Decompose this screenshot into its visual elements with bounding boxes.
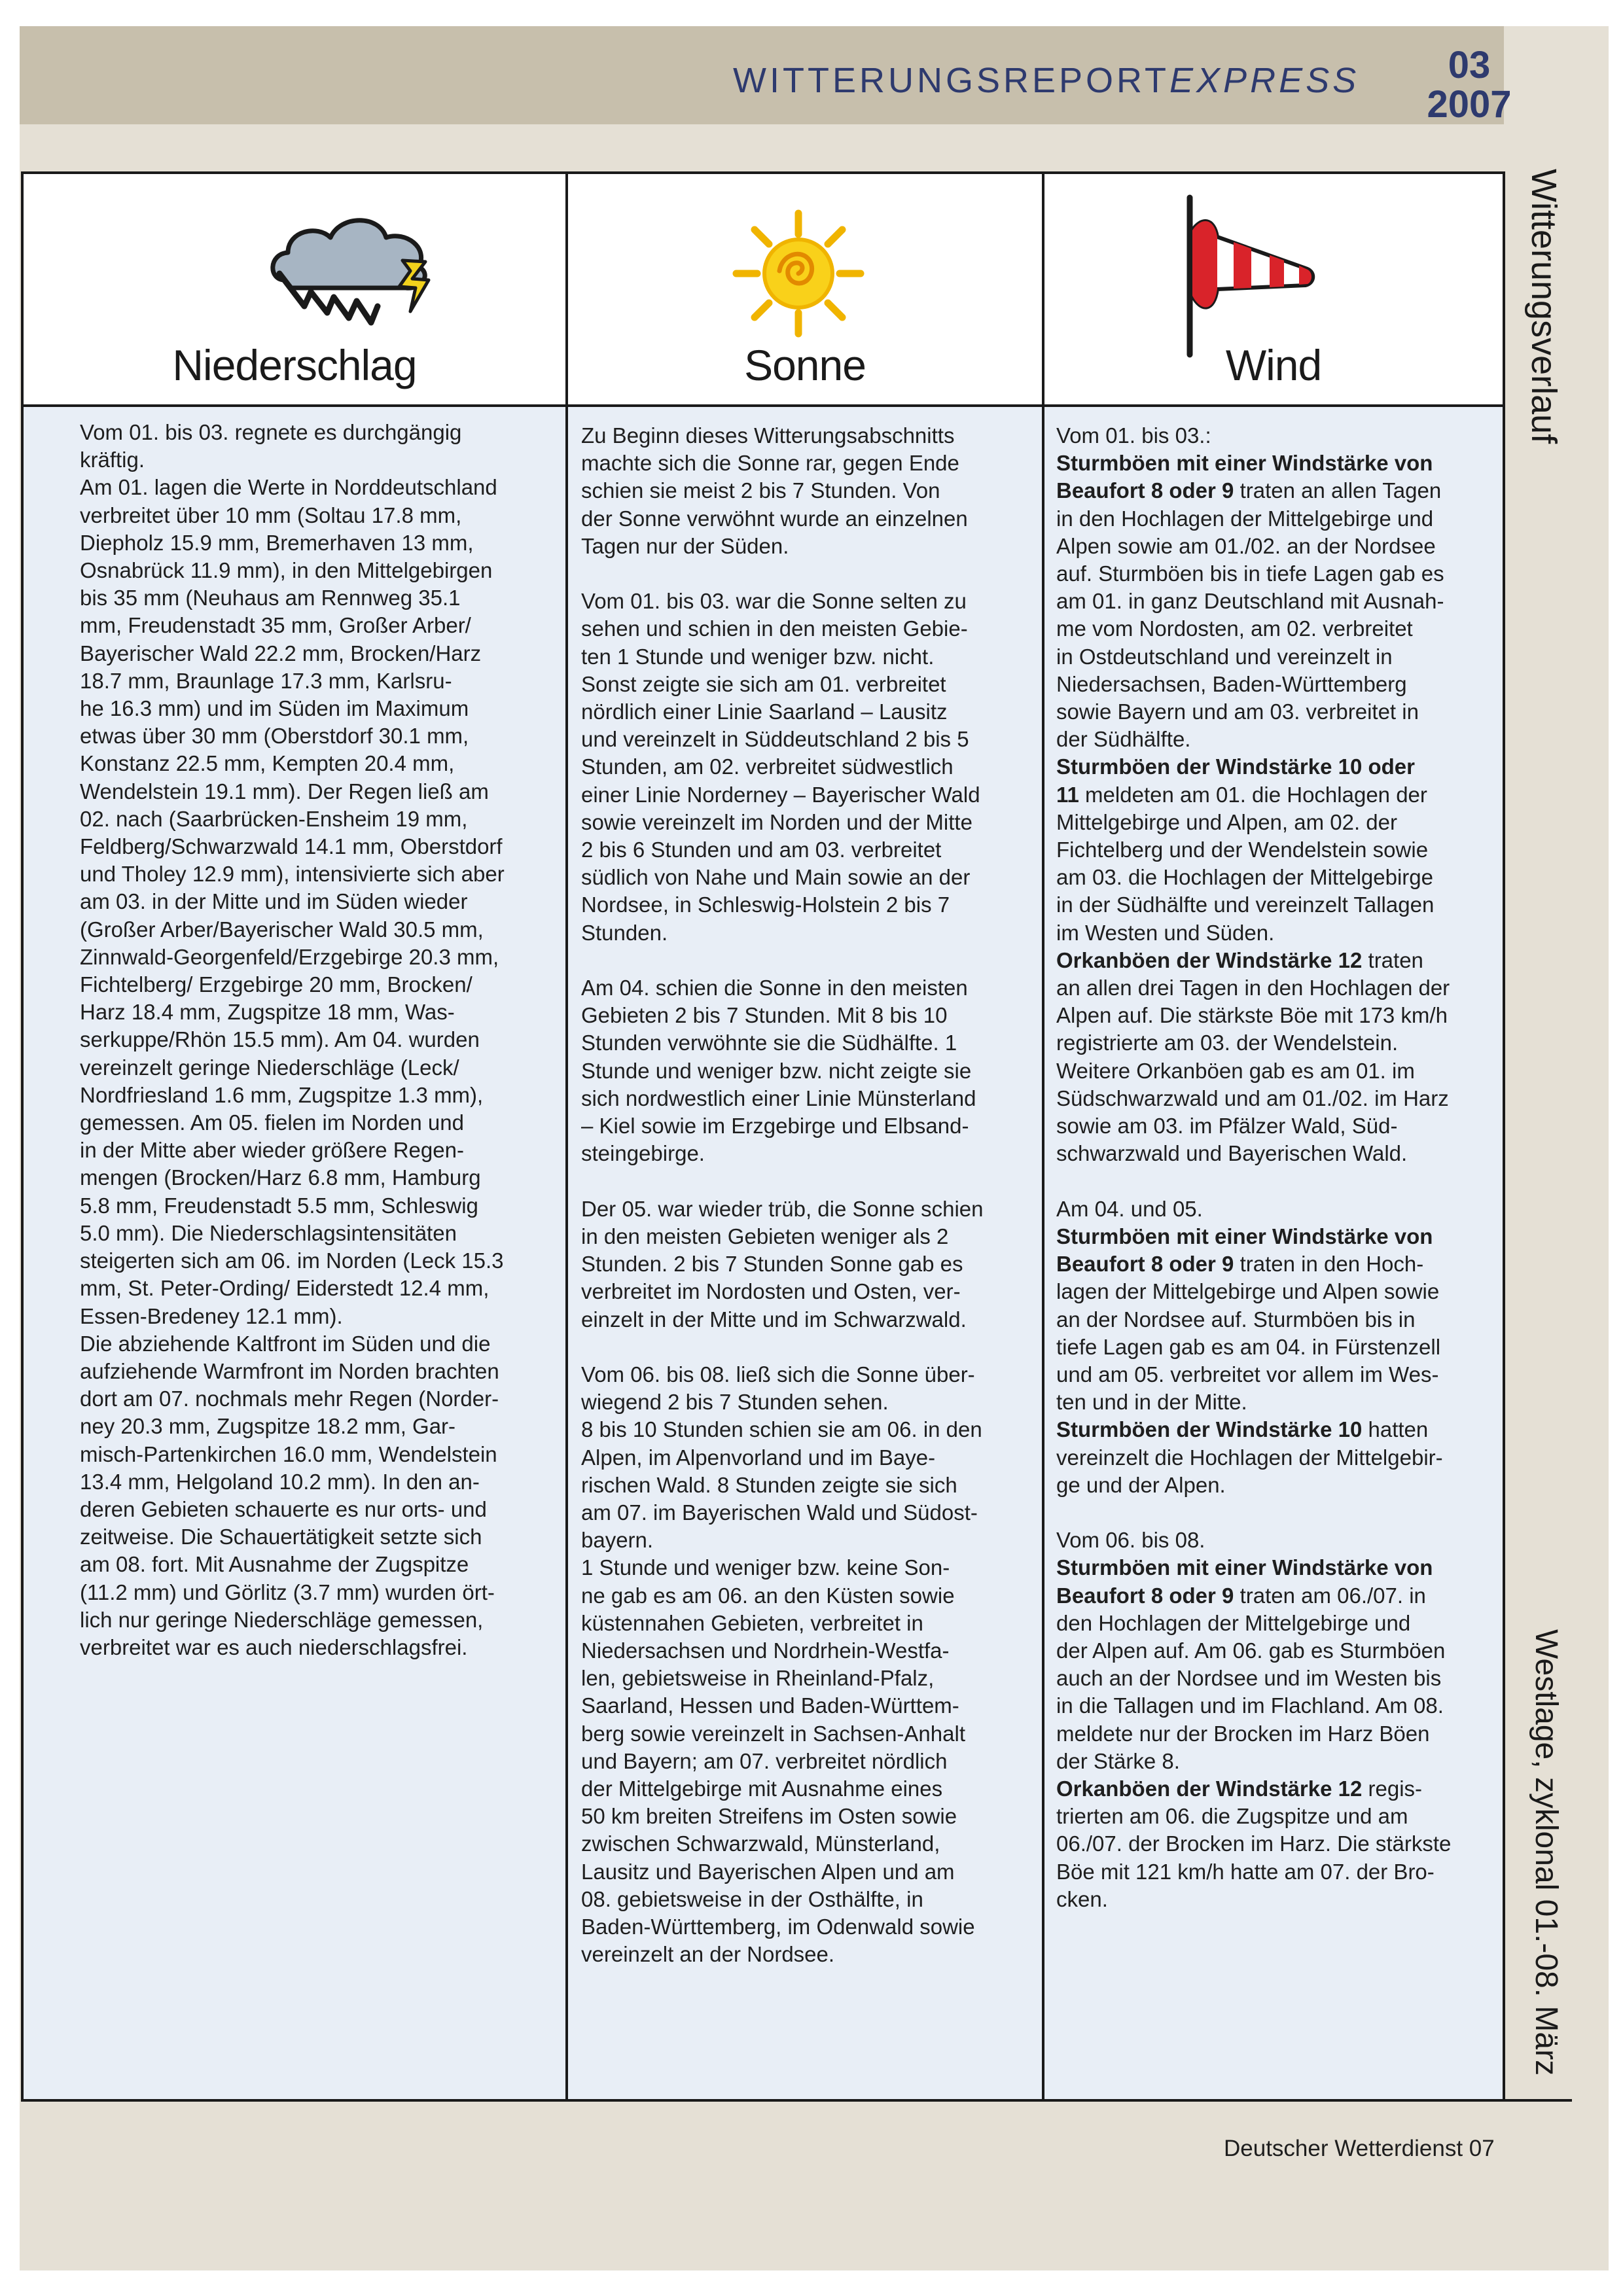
text-line — [1056, 450, 1501, 477]
text-span: in die Tallagen und im Flachland. Am 08. — [1056, 1693, 1444, 1718]
text-line: bayern. — [581, 1528, 654, 1553]
text-line: in der Mitte aber wieder größere Regen- — [80, 1138, 464, 1163]
text-line: Osnabrück 11.9 mm), in den Mittelgebirgen — [80, 558, 493, 583]
column-title-niederschlag: Niederschlag — [172, 341, 417, 389]
text-line: serkuppe/Rhön 15.5 mm). Am 04. wurden — [80, 1027, 480, 1052]
text-line: Harz 18.4 mm, Zugspitze 18 mm, Was- — [80, 1000, 455, 1025]
text-line: nördlich einer Linie Saarland – Lausitz — [581, 699, 948, 724]
text-line: machte sich die Sonne rar, gegen Ende — [581, 451, 959, 476]
text-line: 08. gebietsweise in der Osthälfte, in — [581, 1886, 923, 1911]
text-line — [1056, 1582, 1501, 1610]
column-text-sonne — [581, 422, 1039, 1968]
text-line: wiegend 2 bis 7 Stunden sehen. — [581, 1390, 889, 1415]
text-line: mengen (Brocken/Harz 6.8 mm, Hamburg — [80, 1165, 481, 1190]
text-line — [1056, 1002, 1501, 1029]
text-span: regis- — [1362, 1776, 1423, 1801]
text-line: kräftig. — [80, 448, 145, 472]
text-span: registrierte am 03. der Wendelstein. — [1056, 1031, 1399, 1055]
text-line — [1056, 974, 1501, 1002]
text-line — [1056, 505, 1501, 533]
text-line: mm, Freudenstadt 35 mm, Großer Arber/ — [80, 613, 471, 638]
text-line: Niedersachsen und Nordrhein-Westfa- — [581, 1638, 950, 1663]
text-line: Diepholz 15.9 mm, Bremerhaven 13 mm, — [80, 530, 474, 555]
text-line: Stunde und weniger bzw. nicht zeigte sie — [581, 1058, 972, 1083]
text-line — [1056, 643, 1501, 671]
text-line — [1056, 1830, 1501, 1858]
text-line: verbreitet über 10 mm (Soltau 17.8 mm, — [80, 503, 462, 527]
text-line: 02. nach (Saarbrücken-Ensheim 19 mm, — [80, 806, 468, 831]
header-row-divider — [21, 404, 1505, 407]
text-line — [1056, 1333, 1501, 1361]
text-line — [1056, 1665, 1501, 1692]
text-line — [1056, 1886, 1501, 1913]
bold-text: Orkanböen der Windstärke 12 — [1056, 1776, 1363, 1801]
text-line: 13.4 mm, Helgoland 10.2 mm). In den an- — [80, 1469, 480, 1494]
text-line: steigerten sich am 06. im Norden (Leck 15.3 — [80, 1248, 504, 1273]
text-line: einer Linie Norderney – Bayerischer Wald — [581, 782, 980, 807]
text-line — [1056, 1195, 1501, 1223]
text-line: 50 km breiten Streifens im Osten sowie — [581, 1804, 957, 1829]
text-line — [1056, 1610, 1501, 1637]
text-line: Der 05. war wieder trüb, die Sonne schien — [581, 1196, 984, 1221]
text-span: traten am 06./07. in — [1234, 1583, 1426, 1608]
text-line — [1056, 891, 1501, 919]
bold-text: Sturmböen der Windstärke 10 oder — [1056, 754, 1415, 779]
text-line: vereinzelt geringe Niederschläge (Leck/ — [80, 1055, 459, 1080]
text-span: Vom 01. bis 03.: — [1056, 423, 1211, 448]
text-line — [1056, 1085, 1501, 1112]
text-line — [1056, 1361, 1501, 1388]
text-line: Vom 01. bis 03. war die Sonne selten zu — [581, 589, 967, 614]
text-line: in den meisten Gebieten weniger als 2 — [581, 1224, 949, 1248]
text-line: Stunden. 2 bis 7 Stunden Sonne gab es — [581, 1252, 963, 1277]
text-line: 1 Stunde und weniger bzw. keine Son- — [581, 1555, 950, 1580]
text-span: traten an allen Tagen — [1234, 478, 1442, 503]
text-span: Am 04. und 05. — [1056, 1196, 1203, 1221]
text-line: 18.7 mm, Braunlage 17.3 mm, Karlsru- — [80, 668, 452, 693]
text-line: am 03. in der Mitte und im Süden wieder — [80, 889, 468, 914]
text-line: südlich von Nahe und Main sowie an der — [581, 865, 971, 890]
text-line: Bayerischer Wald 22.2 mm, Brocken/Harz — [80, 641, 482, 665]
text-span: Niedersachsen, Baden-Württemberg — [1056, 671, 1407, 696]
text-line: Vom 01. bis 03. regnete es durchgängig — [80, 420, 462, 444]
text-line: ten 1 Stunde und weniger bzw. nicht. — [581, 644, 935, 669]
column-text-wind — [1056, 422, 1501, 1913]
text-line: Wendelstein 19.1 mm). Der Regen ließ am — [80, 779, 489, 804]
text-line: etwas über 30 mm (Oberstdorf 30.1 mm, — [80, 724, 469, 749]
issue-number: 03 — [1448, 44, 1491, 86]
text-line: 5.0 mm). Die Niederschlagsintensitäten — [80, 1220, 457, 1245]
issue-year: 2007 — [1427, 83, 1512, 126]
column-title-sonne: Sonne — [744, 341, 866, 389]
text-line — [1056, 1250, 1501, 1278]
text-line — [1056, 588, 1501, 615]
text-line: am 08. fort. Mit Ausnahme der Zugspitze — [80, 1552, 469, 1577]
text-line: he 16.3 mm) und im Süden im Maximum — [80, 696, 469, 721]
text-line: sich nordwestlich einer Linie Münsterland — [581, 1086, 976, 1110]
text-span: Fichtelberg und der Wendelstein sowie — [1056, 838, 1429, 862]
text-span: vereinzelt die Hochlagen der Mittelgebir- — [1056, 1445, 1443, 1470]
text-line — [1056, 1057, 1501, 1085]
text-span: der Stärke 8. — [1056, 1748, 1180, 1773]
text-line: zwischen Schwarzwald, Münsterland, — [581, 1831, 940, 1856]
text-line — [1056, 1692, 1501, 1720]
text-span: lagen der Mittelgebirge und Alpen sowie — [1056, 1279, 1440, 1304]
text-line: Die abziehende Kaltfront im Süden und die — [80, 1331, 491, 1356]
text-line — [1056, 836, 1501, 864]
text-line: Baden-Württemberg, im Odenwald sowie — [581, 1914, 975, 1939]
text-line: rischen Wald. 8 Stunden zeigte sie sich — [581, 1472, 957, 1497]
text-span: trierten am 06. die Zugspitze und am — [1056, 1804, 1408, 1829]
text-span: in der Südhälfte und vereinzelt Tallagen — [1056, 892, 1435, 917]
sidebar-label-witterungsverlauf: Witterungsverlauf — [1524, 169, 1563, 444]
text-line: (Großer Arber/Bayerischer Wald 30.5 mm, — [80, 917, 484, 942]
text-line — [1056, 1388, 1501, 1416]
text-line — [1056, 919, 1501, 947]
text-line: der Mittelgebirge mit Ausnahme eines — [581, 1776, 943, 1801]
text-line: Gebieten 2 bis 7 Stunden. Mit 8 bis 10 — [581, 1003, 948, 1028]
footer-text: Deutscher Wetterdienst 07 — [1224, 2136, 1495, 2161]
text-span: hatten — [1362, 1417, 1429, 1442]
text-line — [1056, 422, 1501, 450]
text-line — [1056, 1167, 1501, 1195]
bottom-rule — [21, 2099, 1572, 2102]
text-span: Mittelgebirge und Alpen, am 02. der — [1056, 809, 1397, 834]
text-line — [1056, 1527, 1501, 1554]
text-line: Fichtelberg/ Erzgebirge 20 mm, Brocken/ — [80, 972, 473, 997]
text-line — [1056, 1444, 1501, 1472]
text-span: me vom Nordosten, am 02. verbreitet — [1056, 616, 1413, 641]
text-line — [1056, 947, 1501, 974]
text-line — [1056, 1223, 1501, 1250]
text-span: 06./07. der Brocken im Harz. Die stärkste — [1056, 1831, 1452, 1856]
text-line: sehen und schien in den meisten Gebie- — [581, 616, 968, 641]
text-line: und Tholey 12.9 mm), intensivierte sich aber — [80, 862, 505, 887]
text-line: bis 35 mm (Neuhaus am Rennweg 35.1 — [80, 586, 461, 610]
bold-text: Sturmböen mit einer Windstärke von — [1056, 451, 1433, 476]
text-span: Vom 06. bis 08. — [1056, 1528, 1205, 1553]
text-line: Vom 06. bis 08. ließ sich die Sonne über- — [581, 1362, 975, 1386]
text-line: lich nur geringe Niederschläge gemessen, — [80, 1607, 484, 1632]
text-span: im Westen und Süden. — [1056, 920, 1275, 945]
text-line: küstennahen Gebieten, verbreitet in — [581, 1610, 923, 1635]
text-line: Stunden, am 02. verbreitet südwestlich — [581, 754, 954, 779]
text-line: vereinzelt an der Nordsee. — [581, 1942, 835, 1967]
text-line — [1056, 477, 1501, 504]
text-line — [581, 560, 1039, 588]
bold-text: Sturmböen mit einer Windstärke von — [1056, 1224, 1433, 1248]
text-line: und vereinzelt in Süddeutschland 2 bis 5 — [581, 727, 969, 752]
bold-text: Beaufort 8 oder 9 — [1056, 478, 1234, 503]
text-span: in Ostdeutschland und vereinzelt in — [1056, 644, 1393, 669]
text-line — [1056, 1858, 1501, 1886]
text-line — [1056, 1472, 1501, 1499]
text-line — [1056, 1720, 1501, 1748]
text-span: auf. Sturmböen bis in tiefe Lagen gab es — [1056, 561, 1444, 586]
text-line: Zu Beginn dieses Witterungsabschnitts — [581, 423, 955, 448]
column-text-niederschlag — [80, 419, 558, 1661]
text-line: Konstanz 22.5 mm, Kempten 20.4 mm, — [80, 751, 455, 776]
text-line — [1056, 1803, 1501, 1830]
text-line — [1056, 726, 1501, 753]
text-span: Südschwarzwald und am 01./02. im Harz — [1056, 1086, 1449, 1110]
text-span: Alpen sowie am 01./02. an der Nordsee — [1056, 533, 1436, 558]
column-divider — [1042, 171, 1044, 2102]
text-span: der Alpen auf. Am 06. gab es Sturmböen — [1056, 1638, 1446, 1663]
text-line — [1056, 753, 1501, 781]
text-line — [1056, 1775, 1501, 1803]
text-line — [1056, 1029, 1501, 1057]
text-span: Böe mit 121 km/h hatte am 07. der Bro- — [1056, 1859, 1435, 1884]
text-line: ney 20.3 mm, Zugspitze 18.2 mm, Gar- — [80, 1414, 456, 1439]
text-line: Am 04. schien die Sonne in den meisten — [581, 976, 968, 1000]
text-line: dort am 07. nochmals mehr Regen (Norder- — [80, 1386, 499, 1411]
text-line: steingebirge. — [581, 1141, 705, 1166]
text-line: (11.2 mm) und Görlitz (3.7 mm) wurden ört- — [80, 1580, 495, 1604]
text-span: an der Nordsee auf. Sturmböen bis in — [1056, 1307, 1416, 1332]
storm-cloud-icon — [265, 208, 442, 332]
text-span: der Südhälfte. — [1056, 727, 1191, 752]
text-line: deren Gebieten schauerte es nur orts- und — [80, 1496, 487, 1521]
text-line: 5.8 mm, Freudenstadt 5.5 mm, Schleswig — [80, 1193, 478, 1218]
text-line: Zinnwald-Georgenfeld/Erzgebirge 20.3 mm, — [80, 944, 499, 969]
bold-text: Sturmböen mit einer Windstärke von — [1056, 1555, 1433, 1580]
text-line: Sonst zeigte sie sich am 01. verbreitet — [581, 671, 946, 696]
text-line: 8 bis 10 Stunden schien sie am 06. in den — [581, 1417, 982, 1442]
text-line — [1056, 560, 1501, 588]
column-title-wind: Wind — [1225, 341, 1322, 389]
text-line — [1056, 809, 1501, 836]
text-span: ten und in der Mitte. — [1056, 1390, 1247, 1415]
text-line: gemessen. Am 05. fielen im Norden und — [80, 1110, 464, 1135]
text-line: am 07. im Bayerischen Wald und Südost- — [581, 1500, 978, 1525]
text-line: Nordsee, in Schleswig-Holstein 2 bis 7 — [581, 892, 950, 917]
text-span: auch an der Nordsee und im Westen bis — [1056, 1666, 1442, 1691]
text-span: am 03. die Hochlagen der Mittelgebirge — [1056, 865, 1434, 890]
text-line: misch-Partenkirchen 16.0 mm, Wendelstein — [80, 1441, 497, 1466]
text-span: sowie am 03. im Pfälzer Wald, Süd- — [1056, 1114, 1398, 1139]
text-line: der Sonne verwöhnt wurde an einzelnen — [581, 506, 968, 531]
text-line: len, gebietsweise in Rheinland-Pfalz, — [581, 1666, 935, 1691]
text-line — [1056, 533, 1501, 560]
text-span: Weitere Orkanböen gab es am 01. im — [1056, 1058, 1415, 1083]
text-line: und Bayern; am 07. verbreitet nördlich — [581, 1748, 948, 1773]
text-line: einzelt in der Mitte und im Schwarzwald. — [581, 1307, 967, 1332]
text-line — [1056, 1748, 1501, 1775]
text-line: zeitweise. Die Schauertätigkeit setzte sich — [80, 1525, 482, 1549]
text-line: Stunden. — [581, 920, 668, 945]
text-line: verbreitet war es auch niederschlagsfrei. — [80, 1634, 468, 1659]
text-line — [1056, 1278, 1501, 1305]
text-line — [1056, 671, 1501, 698]
text-line: berg sowie vereinzelt in Sachsen-Anhalt — [581, 1721, 965, 1746]
text-line: mm, St. Peter-Ording/ Eiderstedt 12.4 mm, — [80, 1276, 490, 1301]
text-line — [1056, 1416, 1501, 1443]
text-line: ne gab es am 06. an den Küsten sowie — [581, 1583, 955, 1608]
text-line — [1056, 698, 1501, 726]
text-span: in den Hochlagen der Mittelgebirge und — [1056, 506, 1434, 531]
text-span: tiefe Lagen gab es am 04. in Fürstenzell — [1056, 1334, 1441, 1359]
text-line: schien sie meist 2 bis 7 Stunden. Von — [581, 478, 940, 503]
sun-icon — [730, 208, 867, 339]
text-line — [1056, 1637, 1501, 1665]
text-line: 2 bis 6 Stunden und am 03. verbreitet — [581, 838, 942, 862]
text-span: meldeten am 01. die Hochlagen der — [1079, 782, 1427, 807]
text-line: Feldberg/Schwarzwald 14.1 mm, Oberstdorf — [80, 834, 503, 859]
bold-text: Beaufort 8 oder 9 — [1056, 1252, 1234, 1277]
text-span: traten — [1362, 947, 1423, 972]
text-line: Saarland, Hessen und Baden-Württem- — [581, 1693, 959, 1718]
text-line: Lausitz und Bayerischen Alpen und am — [581, 1859, 955, 1884]
text-line — [1056, 781, 1501, 809]
bold-text: 11 — [1056, 782, 1079, 807]
text-span: traten in den Hoch- — [1234, 1252, 1424, 1277]
bold-text: Orkanböen der Windstärke 12 — [1056, 947, 1363, 972]
text-line: – Kiel sowie im Erzgebirge und Elbsand- — [581, 1114, 969, 1139]
text-span: am 01. in ganz Deutschland mit Ausnah- — [1056, 589, 1444, 614]
text-line: verbreitet im Nordosten und Osten, ver- — [581, 1279, 961, 1304]
text-line — [1056, 1554, 1501, 1581]
text-line — [1056, 1140, 1501, 1167]
text-line — [581, 1167, 1039, 1195]
text-span: meldete nur der Brocken im Harz Böen — [1056, 1721, 1430, 1746]
text-span: sowie Bayern und am 03. verbreitet in — [1056, 699, 1419, 724]
windsock-icon — [1178, 191, 1329, 358]
text-line — [581, 1333, 1039, 1361]
text-span: an allen drei Tagen in den Hochlagen der — [1056, 976, 1450, 1000]
column-divider — [565, 171, 568, 2102]
text-line — [1056, 864, 1501, 891]
report-title: WITTERUNGSREPORTEXPRESS — [733, 61, 1360, 100]
text-line — [581, 947, 1039, 974]
text-line — [1056, 615, 1501, 643]
text-line: Tagen nur der Süden. — [581, 533, 789, 558]
text-line: Alpen, im Alpenvorland und im Baye- — [581, 1445, 936, 1470]
text-line: Nordfriesland 1.6 mm, Zugspitze 1.3 mm), — [80, 1082, 484, 1107]
sidebar-label-wetterlage: Westlage, zyklonal 01.-08. März — [1529, 1629, 1563, 2076]
bold-text: Sturmböen der Windstärke 10 — [1056, 1417, 1363, 1442]
text-line — [1056, 1499, 1501, 1527]
text-span: den Hochlagen der Mittelgebirge und — [1056, 1610, 1411, 1635]
text-span: cken. — [1056, 1886, 1108, 1911]
text-span: ge und der Alpen. — [1056, 1472, 1226, 1497]
text-span: Alpen auf. Die stärkste Böe mit 173 km/h — [1056, 1003, 1448, 1028]
text-line: sowie vereinzelt im Norden und der Mitte — [581, 809, 972, 834]
text-span: schwarzwald und Bayerischen Wald. — [1056, 1141, 1408, 1166]
text-line — [1056, 1306, 1501, 1333]
text-line: Am 01. lagen die Werte in Norddeutschland — [80, 475, 497, 500]
text-line — [1056, 1112, 1501, 1140]
text-line: aufziehende Warmfront im Norden brachten — [80, 1358, 499, 1383]
bold-text: Beaufort 8 oder 9 — [1056, 1583, 1234, 1608]
text-span: und am 05. verbreitet vor allem im Wes- — [1056, 1362, 1439, 1386]
text-line: Essen-Bredeney 12.1 mm). — [80, 1303, 343, 1328]
text-line: Stunden verwöhnte sie die Südhälfte. 1 — [581, 1031, 957, 1055]
